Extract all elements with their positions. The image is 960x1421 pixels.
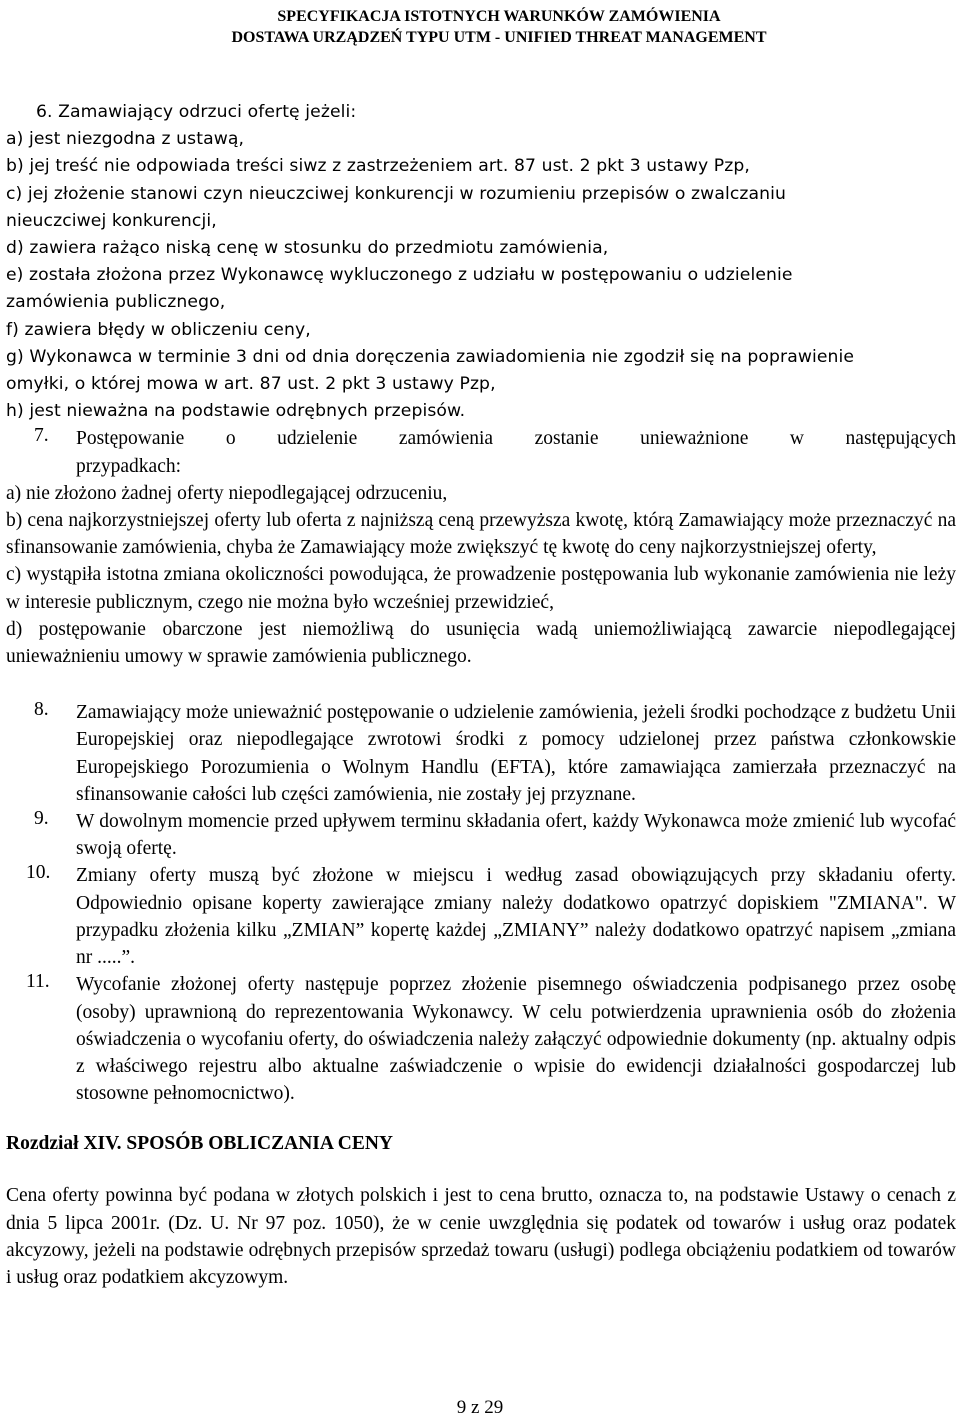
chapter-title: Rozdział XIV. SPOSÓB OBLICZANIA CENY xyxy=(6,1133,394,1155)
list-item xyxy=(6,862,956,971)
section-6-item-e-line2: zamówienia publicznego, xyxy=(6,292,226,313)
item-number: 11. xyxy=(26,971,50,993)
numbered-items xyxy=(6,699,956,1107)
section-6-item-b: b) jej treść nie odpowiada treści siwz z zastrzeżeniem art. 87 ust. 2 pkt 3 ustawy Pzp, xyxy=(6,156,750,177)
item-text: Zamawiający może unieważnić postępowanie o udzielenie zamówienia, jeżeli środki pochodzące z budżetu Unii Europejskiej oraz niepodlegające zwrotowi środki z pomocy udzielonej przez państwa członkowskie Europejskiego Porozumienia o Wolnym Handlu (EFTA), które zamawiająca zamierzała przeznaczyć na sfinansowanie całości lub części zamówienia, nie zostały jej przyznane. xyxy=(76,702,956,805)
header-title: SPECYFIKACJA ISTOTNYCH WARUNKÓW ZAMÓWIENIA xyxy=(277,8,721,25)
item-number: 8. xyxy=(34,699,49,721)
page-number: 9 z 29 xyxy=(456,1397,504,1418)
document-header xyxy=(42,0,956,48)
section-6-item-f: f) zawiera błędy w obliczeniu ceny, xyxy=(6,319,311,340)
chapter-14 xyxy=(6,1130,956,1291)
list-item xyxy=(6,971,956,1107)
section-6-item-h: h) jest nieważna na podstawie odrębnych przepisów. xyxy=(6,401,466,422)
section-7 xyxy=(6,425,956,670)
section-7-item-d: d) postępowanie obarczone jest niemożliwą do usunięcia wadą uniemożliwiającą zawarcie niepodlegającej unieważnieniu umowy w sprawie zamówienia publicznego. xyxy=(6,618,956,668)
header-subtitle: DOSTAWA URZĄDZEŃ TYPU UTM - UNIFIED THREAT MANAGEMENT xyxy=(231,29,767,46)
chapter-text: Cena oferty powinna być podana w złotych polskich i jest to cena brutto, oznacza to, na podstawie Ustawy o cenach z dnia 5 lipca 2001r. (Dz. U. Nr 97 poz. 1050), że w cenie uwzględnia się podatek od towarów i usług oraz podatek akcyzowy, jeżeli na podstawie odrębnych przepisów sprzedaż towaru (usługi) podlega obciążeniu podatkiem od towarów i usług oraz podatkiem akcyzowym. xyxy=(6,1185,956,1288)
section-6-item-a: a) jest niezgodna z ustawą, xyxy=(6,129,245,150)
section-7-number: 7. xyxy=(34,425,49,447)
section-7-item-c: c) wystąpiła istotna zmiana okoliczności powodująca, że prowadzenie postępowania lub wykonanie zamówienia nie leży w interesie publicznym, czego nie można było wcześniej przewidzieć, xyxy=(6,564,956,613)
section-6 xyxy=(6,99,956,425)
item-text: Wycofanie złożonej oferty następuje poprzez złożenie pisemnego oświadczenia podpisanego przez osobę (osoby) uprawnioną do reprezentowania Wykonawcy. W celu potwierdzenia uprawnienia osób do złożenia oświadczenia o wycofaniu oferty, do oświadczenia należy załączyć odpowiednie dokumenty (np. aktualny odpis z właściwego rejestru albo aktualne zaświadczenie o wpisie do ewidencji działalności gospodarczej lub stosowne pełnomocnictwo). xyxy=(76,974,956,1105)
section-6-item-g-line1: g) Wykonawca w terminie 3 dni od dnia doręczenia zawiadomienia nie zgodził się na poprawienie xyxy=(6,346,855,367)
section-7-text-line1: Postępowanie o udzielenie zamówienia zostanie unieważnione w następujących xyxy=(76,428,956,450)
item-text: Zmiany oferty muszą być złożone w miejscu i według zasad obowiązujących przy składaniu oferty. Odpowiednio opisane koperty zawierające zmiany należy dodatkowo opatrzyć dopiskiem "ZMIANA". W przypadku złożenia kilku „ZMIAN” kopertę każdej „ZMIANY” należy dodatkowo opatrzyć napisem „zmiana nr .....”. xyxy=(76,865,956,969)
section-6-item-g-line2: omyłki, o której mowa w art. 87 ust. 2 pkt 3 ustawy Pzp, xyxy=(6,374,496,395)
section-7-text-line2: przypadkach: xyxy=(76,455,182,477)
section-6-item-d: d) zawiera rażąco niską cenę w stosunku do przedmiotu zamówienia, xyxy=(6,238,609,259)
section-6-title: 6. Zamawiający odrzuci ofertę jeżeli: xyxy=(36,102,357,122)
section-6-item-c-line1: c) jej złożenie stanowi czyn nieuczciwej konkurencji w rozumieniu przepisów o zwalczaniu xyxy=(6,183,786,204)
item-text: W dowolnym momencie przed upływem terminu składania ofert, każdy Wykonawca może zmienić lub wycofać swoją ofertę. xyxy=(76,811,956,860)
item-number: 10. xyxy=(26,862,51,884)
list-item xyxy=(6,699,956,808)
section-7-item-b: b) cena najkorzystniejszej oferty lub oferta z najniższą ceną przewyższa kwotę, którą Zamawiający może przeznaczyć na sfinansowanie zamówienia, chyba że Zamawiający może zwiększyć tę kwotę do ceny najkorzystniejszej oferty, xyxy=(6,510,956,559)
list-item xyxy=(6,808,956,862)
section-6-item-c-line2: nieuczciwej konkurencji, xyxy=(6,210,217,231)
section-6-item-e-line1: e) została złożona przez Wykonawcę wykluczonego z udziału w postępowaniu o udzielenie xyxy=(6,265,793,286)
section-7-item-a: a) nie złożono żadnej oferty niepodlegającej odrzuceniu, xyxy=(6,482,448,504)
document-page xyxy=(6,0,956,1291)
section-7-title xyxy=(6,425,956,452)
item-number: 9. xyxy=(34,808,49,830)
